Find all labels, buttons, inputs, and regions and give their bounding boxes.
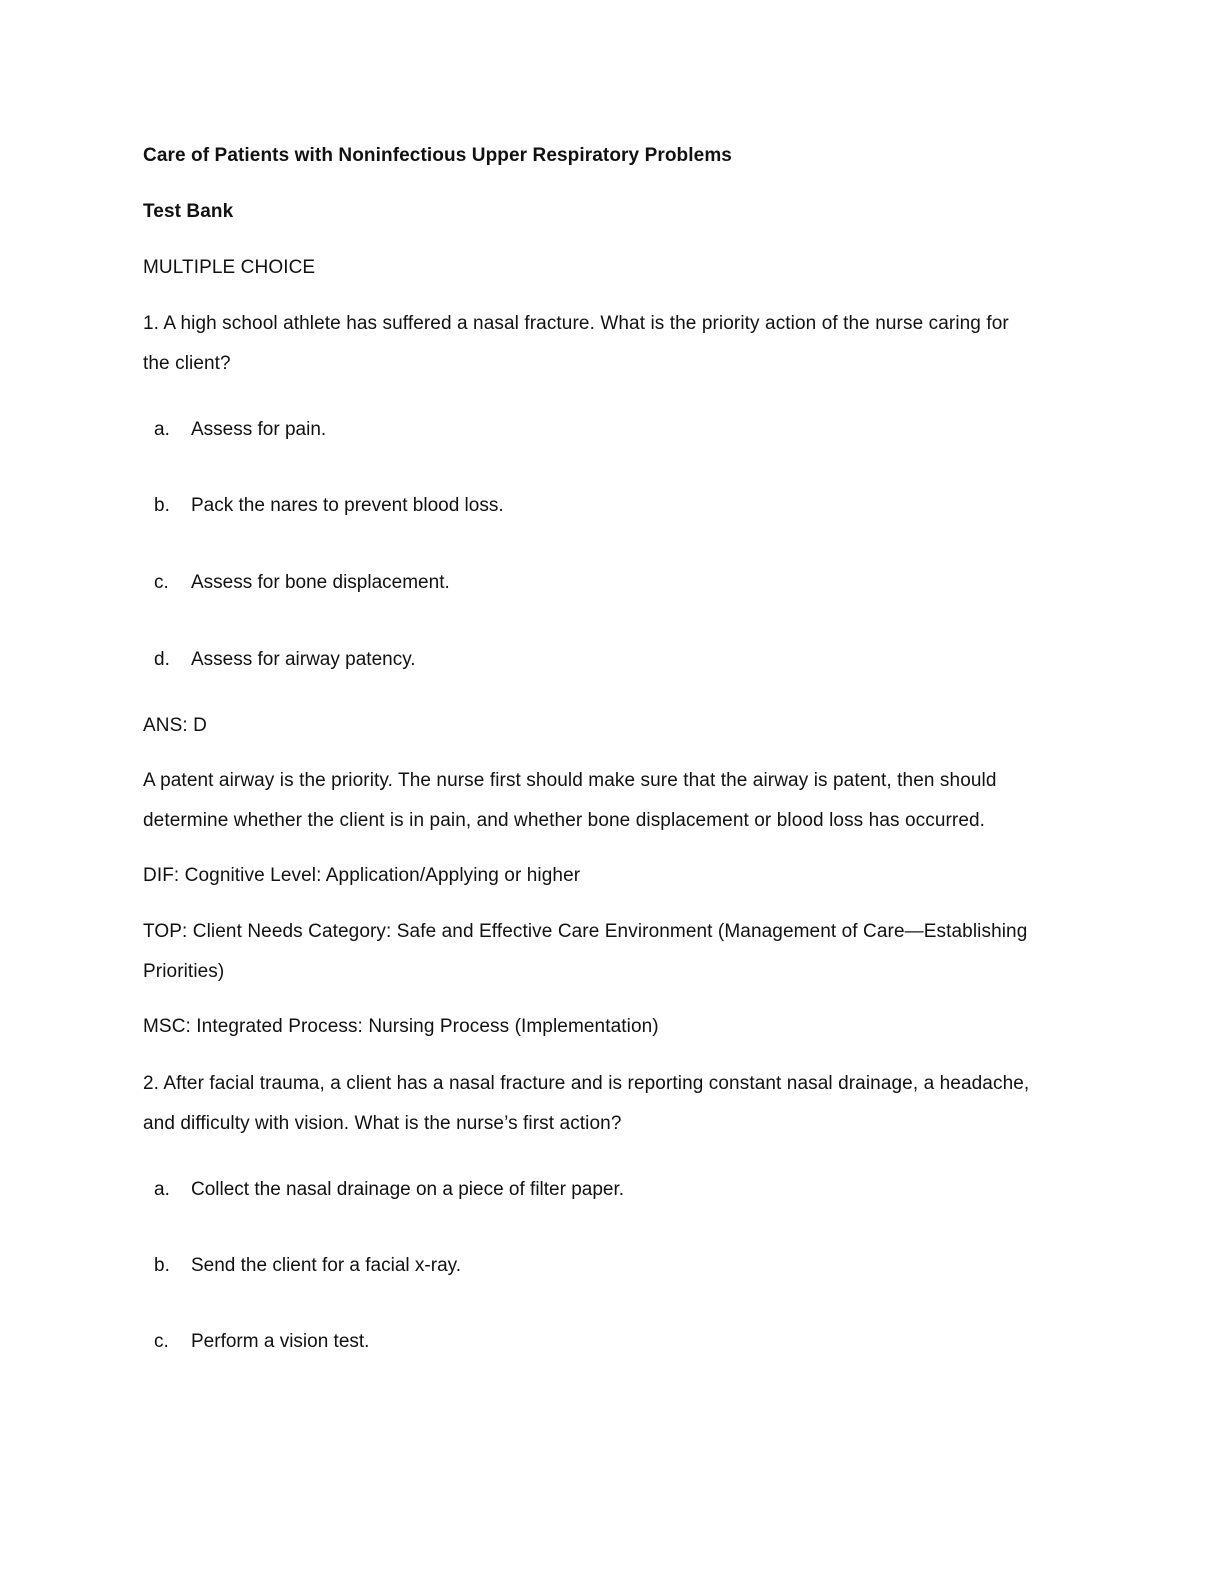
option-letter: c. <box>154 1331 169 1352</box>
option-text: Collect the nasal drainage on a piece of filter paper. <box>191 1179 625 1200</box>
option-letter: c. <box>154 572 169 593</box>
document-title: Care of Patients with Noninfectious Upper Respiratory Problems <box>143 145 732 166</box>
option-text: Perform a vision test. <box>191 1331 370 1352</box>
question-stem: 2. After facial trauma, a client has a nasal fracture and is reporting constant nasal drainage, a headache, <box>143 1073 1030 1094</box>
option-letter: d. <box>154 649 170 670</box>
topic-tag: Priorities) <box>143 961 225 982</box>
option-letter: a. <box>154 419 170 440</box>
option-text: Assess for bone displacement. <box>191 572 450 593</box>
rationale: determine whether the client is in pain, and whether bone displacement or blood loss has occurred. <box>143 810 986 831</box>
option-text: Pack the nares to prevent blood loss. <box>191 495 504 516</box>
question-stem: and difficulty with vision. What is the nurse’s first action? <box>143 1113 622 1134</box>
option-letter: b. <box>154 1255 170 1276</box>
section-heading: MULTIPLE CHOICE <box>143 257 316 278</box>
option-letter: b. <box>154 495 170 516</box>
rationale: A patent airway is the priority. The nurse first should make sure that the airway is patent, then should <box>143 770 997 791</box>
answer-key: ANS: D <box>143 715 207 736</box>
option-text: Send the client for a facial x-ray. <box>191 1255 461 1276</box>
topic-tag: TOP: Client Needs Category: Safe and Effective Care Environment (Management of Care—Establishing <box>143 921 1028 942</box>
process-tag: MSC: Integrated Process: Nursing Process (Implementation) <box>143 1016 659 1037</box>
option-text: Assess for pain. <box>191 419 327 440</box>
question-stem: 1. A high school athlete has suffered a nasal fracture. What is the priority action of the nurse caring for <box>143 313 1009 334</box>
difficulty-tag: DIF: Cognitive Level: Application/Applying or higher <box>143 865 581 886</box>
option-text: Assess for airway patency. <box>191 649 416 670</box>
document-subtitle: Test Bank <box>143 201 234 222</box>
question-stem: the client? <box>143 353 231 374</box>
option-letter: a. <box>154 1179 170 1200</box>
